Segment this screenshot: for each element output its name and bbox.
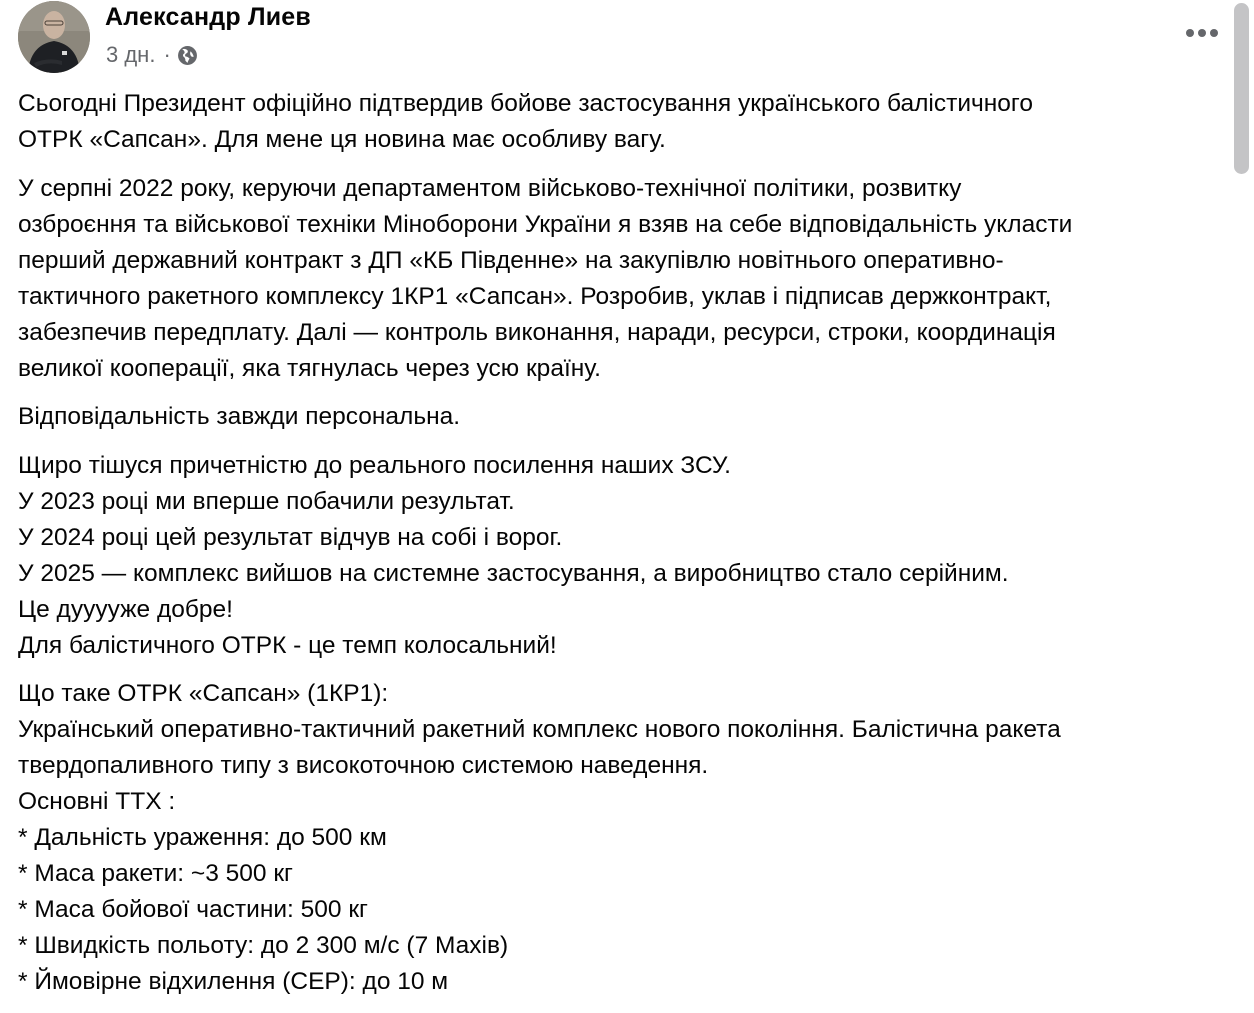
text-line: У 2023 році ми вперше побачили результат. — [18, 487, 515, 515]
author-name[interactable]: Александр Лиев — [105, 3, 311, 31]
text-line: Сьогодні Президент офіційно підтвердив бойове застосування українського балістичного — [18, 90, 1033, 117]
spec-item: * Дальність ураження: до 500 км — [18, 824, 387, 851]
spec-item: * Маса бойової частини: 500 кг — [18, 896, 368, 923]
text-line: Основні ТТХ : — [18, 788, 176, 815]
text-line: великої кооперації, яка тягнулась через усю країну. — [18, 354, 601, 382]
more-options-button[interactable] — [1186, 26, 1218, 40]
scrollbar-thumb[interactable] — [1234, 3, 1249, 174]
post-header — [0, 0, 1254, 80]
text-line: перший державний контракт з ДП «КБ Південне» на закупівлю новітнього оперативно- — [18, 246, 1004, 274]
paragraph-intro — [18, 86, 1228, 158]
text-line: озброєння та військової техніки Міноборони України я взяв на себе відповідальність укласти — [18, 210, 1073, 238]
spec-item: * Ймовірне відхилення (CEP): до 10 м — [18, 968, 449, 995]
text-line: тактичного ракетного комплексу 1КР1 «Сапсан». Розробив, уклав і підписав держконтракт, — [18, 282, 1052, 310]
text-line: Це дууууже добре! — [18, 595, 233, 623]
more-dot-icon — [1198, 29, 1206, 37]
globe-icon[interactable] — [177, 45, 198, 66]
text-line: У 2024 році цей результат відчув на собі і ворог. — [18, 523, 563, 551]
paragraph-history — [18, 171, 1228, 387]
paragraph-specs — [18, 676, 1228, 1000]
post-meta — [106, 42, 198, 68]
more-dot-icon — [1186, 29, 1194, 37]
text-line: Що таке ОТРК «Сапсан» (1КР1): — [18, 680, 389, 707]
post-timestamp[interactable]: 3 дн. — [106, 42, 156, 67]
meta-separator: · — [163, 42, 171, 67]
text-line: ОТРК «Сапсан». Для мене ця новина має особливу вагу. — [18, 126, 666, 153]
more-dot-icon — [1210, 29, 1218, 37]
text-line: Щиро тішуся причетністю до реального посилення наших ЗСУ. — [18, 451, 731, 479]
spec-item: * Швидкість польоту: до 2 300 м/с (7 Махів) — [18, 932, 509, 959]
text-line: забезпечив передплату. Далі — контроль виконання, наради, ресурси, строки, координація — [18, 318, 1056, 346]
author-avatar[interactable] — [18, 1, 90, 73]
text-line: Відповідальність завжди персональна. — [18, 403, 461, 430]
paragraph-responsibility — [18, 399, 1228, 435]
text-line: У 2025 — комплекс вийшов на системне застосування, а виробництво стало серійним. — [18, 559, 1009, 587]
text-line: Для балістичного ОТРК - це темп колосальний! — [18, 631, 557, 659]
text-line: Український оперативно-тактичний ракетний комплекс нового покоління. Балістична ракета — [18, 716, 1061, 743]
paragraph-results — [18, 448, 1228, 664]
spec-item: * Маса ракети: ~3 500 кг — [18, 860, 293, 887]
text-line: У серпні 2022 року, керуючи департаментом військово-технічної політики, розвитку — [18, 174, 962, 202]
post-body — [18, 86, 1228, 1013]
text-line: твердопаливного типу з високоточною системою наведення. — [18, 752, 709, 779]
avatar-photo — [18, 1, 90, 73]
